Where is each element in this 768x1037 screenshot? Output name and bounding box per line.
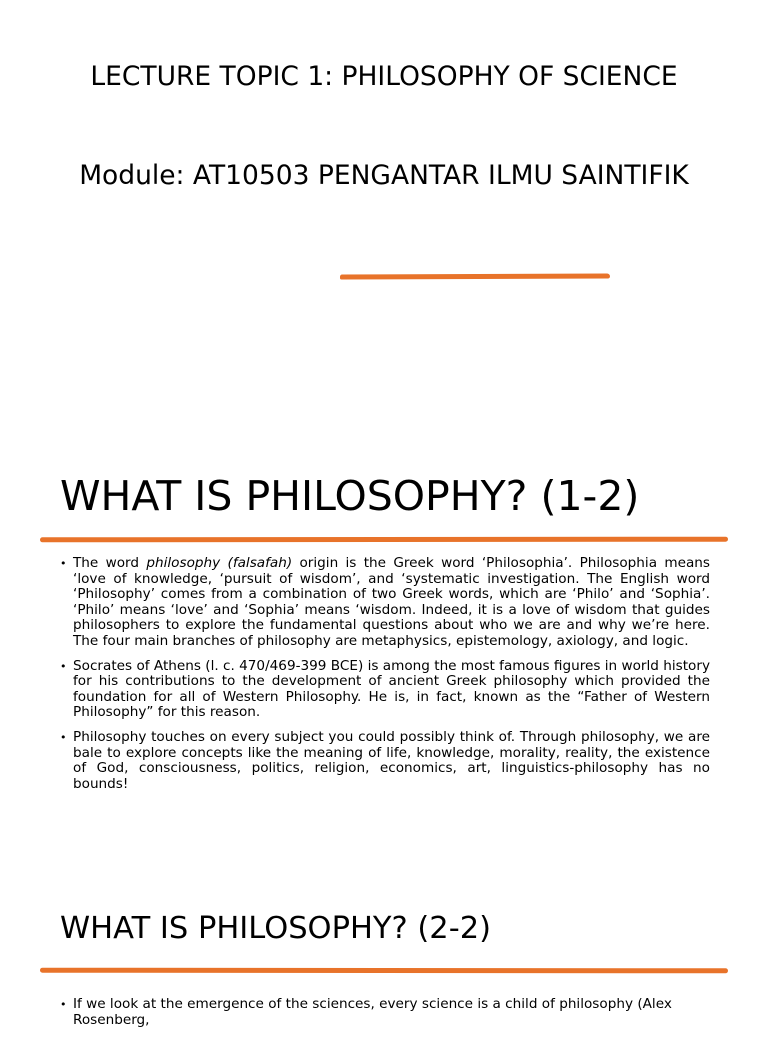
heading-accent-underline [40, 537, 728, 543]
module-title: Module: AT10503 PENGANTAR ILMU SAINTIFIK [79, 160, 689, 191]
bullet-text-rest: origin is the Greek word ‘Philosophia’. Philosophia means ‘love of knowledge, ‘pursuit of wisdom’, and ‘systematic investigation. The English word ‘Philosophy’ comes from a combination of two Greek words, which are ‘Philo’ and ‘Sophia’. ‘Philo’ means ‘love’ and ‘Sophia’ means ‘wisdom. Indeed, it is a love of wisdom that guides philosophers to explore the fundamental questions about who we are and why we’re here. The four main branches of philosophy are metaphysics, epistemology, axiology, and logic. [73, 555, 710, 649]
title-accent-underline [340, 274, 610, 280]
bullet-icon: • [60, 659, 67, 673]
bullet-item [60, 556, 710, 650]
bullet-text: Socrates of Athens (l. c. 470/469-399 BCE) is among the most famous figures in world history for his contributions to the development of ancient Greek philosophy which provided the foundation for all of Western Philosophy. He is, in fact, known as the “Father of Western Philosophy” for this reason. [73, 657, 710, 721]
lecture-title: LECTURE TOPIC 1: PHILOSOPHY OF SCIENCE [90, 61, 678, 92]
bullet-list [60, 556, 710, 801]
bullet-item [60, 659, 710, 721]
bullet-text: If we look at the emergence of the sciences, every science is a child of philosophy (Alex Rosenberg, [73, 996, 672, 1028]
bullet-text: Philosophy touches on every subject you could possibly think of. Through philosophy, we are bale to explore concepts like the meaning of life, knowledge, morality, reality, the existence of God, consciousness, politics, religion, economics, art, linguistics-philosophy has no bounds! [73, 728, 710, 792]
bullet-icon: • [60, 730, 67, 744]
bullet-text-lead: The word [73, 555, 147, 571]
bullet-icon: • [60, 998, 67, 1011]
bullet-text-italic: philosophy (falsafah) [146, 555, 293, 571]
heading-accent-underline [40, 968, 728, 974]
bullet-icon: • [60, 557, 67, 570]
bullet-item [60, 730, 710, 792]
slide-heading: WHAT IS PHILOSOPHY? (1-2) [60, 472, 640, 520]
slide-heading: WHAT IS PHILOSOPHY? (2-2) [60, 911, 492, 946]
bullet-list [60, 997, 710, 1037]
